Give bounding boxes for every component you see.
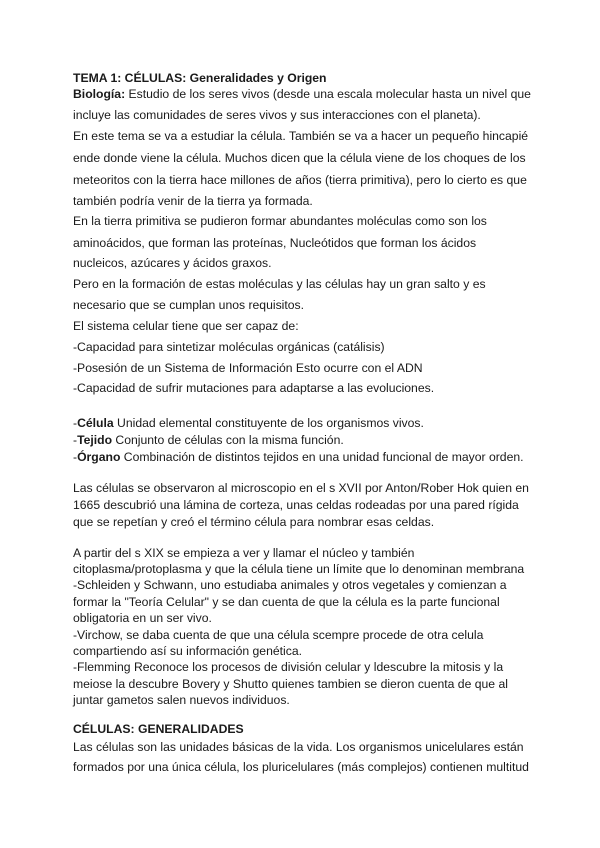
biologia-text: Estudio de los seres vivos (desde una escala molecular hasta un nivel que (125, 87, 531, 101)
text-line: Pero en la formación de estas moléculas y las células hay un gran salto y es (73, 277, 486, 291)
list-item: -Posesión de un Sistema de Información Esto ocurre con el ADN (73, 361, 423, 375)
text-line: nucleicos, azúcares y ácidos graxos. (73, 256, 272, 270)
text-line: citoplasma/protoplasma y que la célula tiene un límite que lo denominan membrana (73, 562, 525, 576)
text-line: formados por una única célula, los pluricelulares (más complejos) contienen multitud (73, 760, 529, 774)
definition-term: Tejido (77, 433, 113, 447)
text-line: meteoritos con la tierra hace millones de años (tierra primitiva), pero lo cierto es que (73, 173, 527, 187)
definition-term: Órgano (77, 450, 121, 464)
text-line: Las células son las unidades básicas de la vida. Los organismos unicelulares están (73, 740, 524, 754)
text-line: incluye las comunidades de seres vivos y sus interacciones con el planeta). (73, 108, 481, 122)
text-line: -Flemming Reconoce los procesos de división celular y ldescubre la mitosis y la (73, 660, 504, 674)
text-line: formar la "Teoría Celular" y se dan cuenta de que la célula es la parte funcional (73, 595, 500, 609)
biologia-definition (73, 87, 531, 102)
text-line: meiose la descubre Bovery y Shutto quienes tambien se dieron cuenta de que al (73, 677, 508, 691)
text-line: El sistema celular tiene que ser capaz de: (73, 319, 299, 333)
definition-organo: -Órgano Combinación de distintos tejidos en una unidad funcional de mayor orden. (73, 450, 524, 464)
text-line: aminoácidos, que forman las proteínas, Nucleótidos que forman los ácidos (73, 236, 477, 250)
text-line: juntar gametos salen nuevos individuos. (73, 693, 290, 707)
text-line: ende donde viene la célula. Muchos dicen que la célula viene de los choques de los (73, 151, 526, 165)
definition-tejido: -Tejido Conjunto de células con la misma función. (73, 433, 344, 447)
text-line: En este tema se va a estudiar la célula. También se va a hacer un pequeño hincapié (73, 129, 529, 143)
list-item: -Capacidad de sufrir mutaciones para adaptarse a las evoluciones. (73, 381, 435, 395)
text-line: En la tierra primitiva se pudieron formar abundantes moléculas como son los (73, 214, 487, 228)
list-item: -Capacidad para sintetizar moléculas orgánicas (catálisis) (73, 340, 385, 354)
text-line: también podría venir de la tierra ya formada. (73, 194, 313, 208)
definition-term: Célula (77, 416, 114, 430)
text-line: necesario que se cumplan unos requisitos. (73, 298, 305, 312)
biologia-term: Biología: (73, 87, 126, 101)
definition-celula: -Célula Unidad elemental constituyente de los organismos vivos. (73, 416, 424, 430)
text-line: obligatoria en un ser vivo. (73, 611, 212, 625)
text-line: -Virchow, se daba cuenta de que una célula scempre procede de otra celula (73, 628, 484, 642)
section-heading: CÉLULAS: GENERALIDADES (73, 722, 244, 736)
text-line: 1665 descubrió una lámina de corteza, unas celdas rodeadas por una pared rígida (73, 498, 519, 512)
page-title: TEMA 1: CÉLULAS: Generalidades y Origen (73, 71, 327, 85)
text-line: compartiendo así su información genética. (73, 644, 302, 658)
text-line: -Schleiden y Schwann, uno estudiaba animales y otros vegetales y comienzan a (73, 578, 507, 592)
text-line: que se repetían y creó el término célula para nombrar esas celdas. (73, 515, 435, 529)
text-line: Las células se observaron al microscopio en el s XVII por Anton/Rober Hok quien en (73, 481, 529, 495)
text-line: A partir del s XIX se empieza a ver y llamar el núcleo y también (73, 546, 415, 560)
